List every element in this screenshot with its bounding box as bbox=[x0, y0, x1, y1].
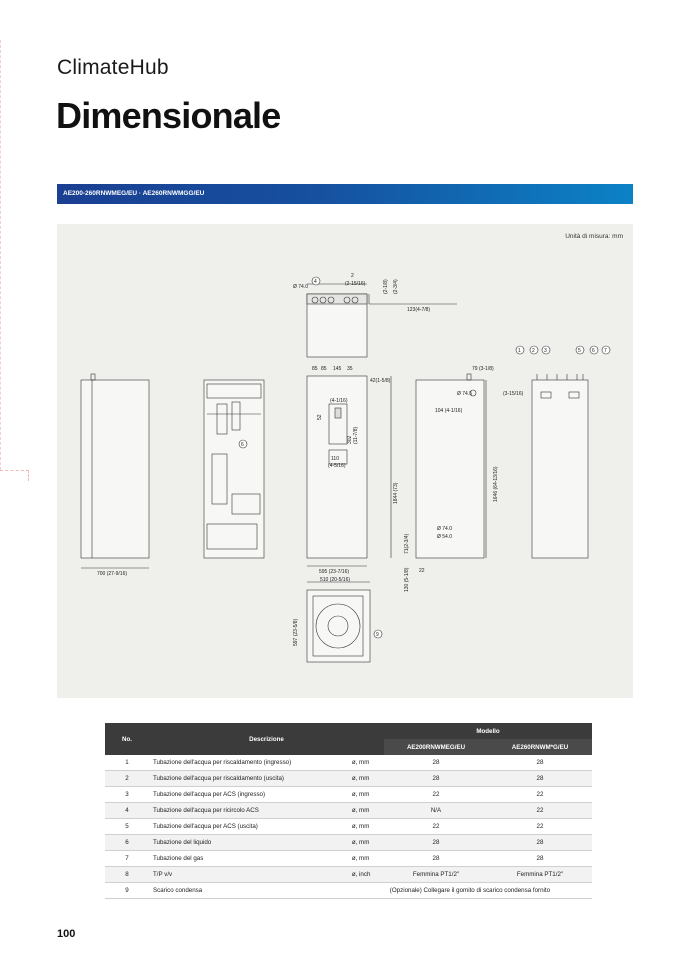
callout-3: 3 bbox=[544, 348, 547, 354]
row-no: 5 bbox=[105, 819, 149, 835]
row-m2: 28 bbox=[488, 851, 592, 867]
specification-table bbox=[105, 723, 592, 899]
row-m2: 28 bbox=[488, 835, 592, 851]
dim-145: 145 bbox=[333, 366, 342, 372]
row-m1: 28 bbox=[384, 771, 488, 787]
dim-depth: 700 (27-9/16) bbox=[97, 571, 128, 577]
row-no: 1 bbox=[105, 755, 149, 771]
col-model-1: AE200RNWMEG/EU bbox=[384, 739, 488, 755]
row-m1: 22 bbox=[384, 819, 488, 835]
top-view bbox=[293, 273, 457, 357]
dim-85b: 85 bbox=[321, 366, 327, 372]
dimension-drawing bbox=[57, 224, 633, 698]
row-unit: ø, mm bbox=[348, 851, 384, 867]
col-no: No. bbox=[105, 723, 149, 755]
row-desc: Tubazione del liquido bbox=[149, 835, 348, 851]
edge-guide bbox=[0, 40, 2, 470]
row-desc: Scarico condensa bbox=[149, 883, 348, 899]
callout-4: 4 bbox=[314, 279, 317, 285]
col-model-2: AE260RNWM*G/EU bbox=[488, 739, 592, 755]
dim-d74-0: Ø 74.0 bbox=[437, 526, 453, 532]
model-banner: AE200-260RNWMEG/EU · AE260RNWMGG/EU bbox=[57, 184, 633, 204]
dim-2: 2 bbox=[351, 273, 354, 279]
table-row bbox=[105, 819, 592, 835]
row-unit: ø, mm bbox=[348, 787, 384, 803]
inner-view bbox=[204, 380, 264, 558]
row-m2: 22 bbox=[488, 819, 592, 835]
rear-view bbox=[516, 346, 610, 558]
row-no: 6 bbox=[105, 835, 149, 851]
dim-22: 22 bbox=[419, 568, 425, 574]
dim-top-side: 123(4-7/8) bbox=[407, 307, 431, 313]
dim-4-1-16: (4-1/16) bbox=[330, 398, 348, 404]
row-m2: 22 bbox=[488, 787, 592, 803]
page-number: 100 bbox=[57, 928, 76, 940]
row-desc: Tubazione dell'acqua per ACS (ingresso) bbox=[149, 787, 348, 803]
dim-height: 1844 (73) bbox=[393, 482, 399, 504]
table-row bbox=[105, 755, 592, 771]
side-view-left bbox=[81, 374, 149, 577]
table-row bbox=[105, 883, 592, 899]
row-m1: 22 bbox=[384, 787, 488, 803]
row-desc: Tubazione dell'acqua per ACS (uscita) bbox=[149, 819, 348, 835]
dim-2-1-8: (2-1/8) bbox=[383, 279, 389, 294]
row-desc: Tubazione dell'acqua per riscaldamento (ingresso) bbox=[149, 755, 348, 771]
dim-85: 85 bbox=[312, 366, 318, 372]
dim-3-15-16: (3-15/16) bbox=[503, 391, 524, 397]
row-m1: Femmina PT1/2" bbox=[384, 867, 488, 883]
dim-597: 597 (23-5/8) bbox=[293, 618, 299, 646]
callout-1: 1 bbox=[518, 348, 521, 354]
row-m2: Femmina PT1/2" bbox=[488, 867, 592, 883]
dim-510: 510 (20-5/16) bbox=[320, 577, 351, 583]
table-row bbox=[105, 867, 592, 883]
row-m1: 28 bbox=[384, 755, 488, 771]
row-no: 7 bbox=[105, 851, 149, 867]
row-unit: ø, mm bbox=[348, 819, 384, 835]
row-note: (Opzionale) Collegare il gomito di scarico condensa fornito bbox=[348, 883, 592, 899]
callout-6b: 6 bbox=[592, 348, 595, 354]
dim-1-5-8: 42(1-5/8) bbox=[370, 378, 391, 384]
dim-52: 52 bbox=[317, 414, 323, 420]
callout-5: 5 bbox=[578, 348, 581, 354]
row-unit: ø, mm bbox=[348, 835, 384, 851]
dim-11-7-8: (11-7/8) bbox=[353, 426, 359, 444]
technical-drawing bbox=[57, 224, 633, 698]
dim-4-5-16: (4-5/16) bbox=[328, 463, 346, 469]
row-m2: 28 bbox=[488, 755, 592, 771]
dim-d54: Ø 54.0 bbox=[437, 534, 453, 540]
dim-d74: Ø 74.0 bbox=[293, 284, 309, 290]
row-desc: Tubazione dell'acqua per ricircolo ACS bbox=[149, 803, 348, 819]
row-no: 8 bbox=[105, 867, 149, 883]
front-view bbox=[307, 366, 410, 592]
row-unit: ø, mm bbox=[348, 771, 384, 787]
row-unit: ø, inch bbox=[348, 867, 384, 883]
table-row bbox=[105, 771, 592, 787]
edge-mark bbox=[0, 470, 29, 481]
row-desc: T/P v/v bbox=[149, 867, 348, 883]
unit-note: Unità di misura: mm bbox=[565, 233, 623, 240]
row-desc: Tubazione del gas bbox=[149, 851, 348, 867]
dim-71: 71(2-3/4) bbox=[404, 533, 410, 554]
row-unit: ø, mm bbox=[348, 803, 384, 819]
row-no: 3 bbox=[105, 787, 149, 803]
col-desc: Descrizione bbox=[149, 723, 384, 755]
dim-302: 302 bbox=[347, 435, 353, 444]
row-no: 9 bbox=[105, 883, 149, 899]
callout-2: 2 bbox=[532, 348, 535, 354]
dim-79: 79 (3-1/8) bbox=[472, 366, 494, 372]
table-row bbox=[105, 803, 592, 819]
row-m2: 22 bbox=[488, 803, 592, 819]
page-title: Dimensionale bbox=[56, 95, 281, 136]
dim-130: 130 (5-1/8) bbox=[404, 567, 410, 592]
row-no: 4 bbox=[105, 803, 149, 819]
row-no: 2 bbox=[105, 771, 149, 787]
dim-height-2: 1646 (64-13/16) bbox=[493, 466, 499, 502]
dim-width: 595 (23-7/16) bbox=[319, 569, 350, 575]
row-m1: 28 bbox=[384, 835, 488, 851]
side-view-right bbox=[416, 366, 524, 574]
callout-9: 9 bbox=[376, 632, 379, 638]
brand-name: ClimateHub bbox=[57, 56, 169, 79]
col-model: Modello bbox=[384, 723, 592, 739]
table-row bbox=[105, 835, 592, 851]
dim-2-15-16: (2-15/16) bbox=[345, 281, 366, 287]
dim-104: 104 (4-1/16) bbox=[435, 408, 463, 414]
dim-d74-5: Ø 74.5 bbox=[457, 391, 473, 397]
row-m2: 28 bbox=[488, 771, 592, 787]
row-m1: 28 bbox=[384, 851, 488, 867]
table-row bbox=[105, 787, 592, 803]
table-row bbox=[105, 851, 592, 867]
bottom-view bbox=[293, 577, 382, 662]
row-unit: ø, mm bbox=[348, 755, 384, 771]
row-desc: Tubazione dell'acqua per riscaldamento (uscita) bbox=[149, 771, 348, 787]
callout-7: 7 bbox=[604, 348, 607, 354]
callout-6: 6 bbox=[241, 442, 244, 448]
dim-35: 35 bbox=[347, 366, 353, 372]
dim-110: 110 bbox=[331, 456, 339, 462]
dim-2-3-4: (2-3/4) bbox=[393, 279, 399, 294]
row-m1: N/A bbox=[384, 803, 488, 819]
